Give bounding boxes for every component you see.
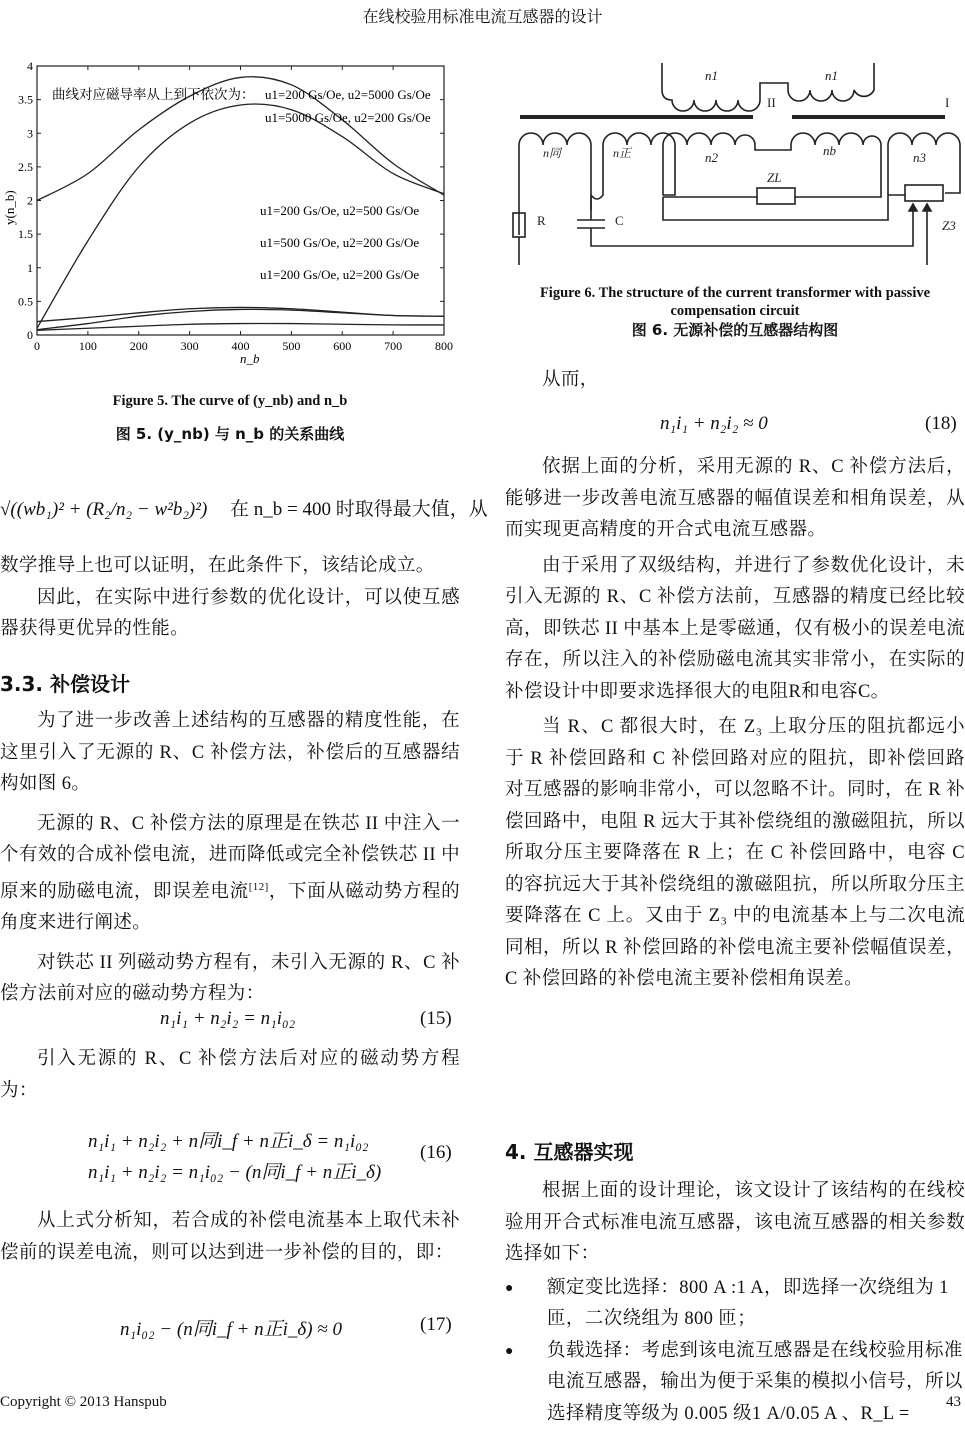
x-tick-label: 700 <box>384 339 402 353</box>
paragraph: 因此，在实际中进行参数的优化设计，可以使互感器获得更优异的性能。 <box>0 583 460 646</box>
x-tick-label: 0 <box>34 339 40 353</box>
load-impedance-ZL <box>757 188 795 204</box>
equation-number: (17) <box>420 1314 452 1336</box>
left-text-block-1 <box>0 551 460 646</box>
citation[interactable]: [12] <box>249 881 269 893</box>
equation-15: n₁i₁ + n₂i₂ = n₁i₀₂ <box>160 1008 295 1030</box>
x-tick-label: 400 <box>232 339 250 353</box>
sqrt-formula-line <box>0 494 460 521</box>
x-axis-label: n_b <box>240 351 260 366</box>
label-n3: n3 <box>913 150 927 165</box>
equation-17: n₁i₀₂ − (n同i_f + n正i_δ) ≈ 0 <box>120 1314 342 1341</box>
x-tick-label: 500 <box>282 339 300 353</box>
paragraph-text: 无源的 R、C 补偿方法的原理是在铁芯 II 中注入一个有效的合成补偿电流，进而降低或完全补偿铁芯 II 中原来的励磁电流，即误差电流 <box>0 814 460 902</box>
left-text-block-2 <box>0 706 460 1011</box>
figure6-circuit-diagram <box>505 55 965 265</box>
label-n1: n1 <box>825 68 838 83</box>
y-tick-label: 0 <box>27 328 33 342</box>
label-C: C <box>615 213 624 228</box>
legend-entry: u1=500 Gs/Oe, u2=200 Gs/Oe <box>260 235 419 250</box>
paragraph: 由于采用了双级结构，并进行了参数优化设计，未引入无源的 R、C 补偿方法前，互感器的精度已经比较高，即铁芯 II 中基本上是零磁通，仅有极小的误差电流存在，所以注入的补偿励磁电流其实非常小，在实际的补偿设计中即要求选择很大的电阻R和电容C。 <box>505 551 965 709</box>
sqrt-expression: √((wb₁)² + (R₂/n₂ − w²b₂)²) <box>0 499 207 520</box>
y-axis-label: y(n_b) <box>2 190 17 225</box>
impedance-Z3 <box>905 185 943 201</box>
paragraph: 依据上面的分析，采用无源的 R、C 补偿方法后，能够进一步改善电流互感器的幅值误差和相角误差，从而实现更高精度的开合式电流互感器。 <box>505 452 965 547</box>
paragraph: 从而， <box>505 365 965 397</box>
running-header: 在线校验用标准电流互感器的设计 <box>0 4 965 27</box>
left-text-block-4 <box>0 1206 460 1269</box>
paragraph: 当 R、C 都很大时，在 Z₃ 上取分压的阻抗都远小于 R 补偿回路和 C 补偿回路对应的阻抗，即补偿回路对互感器的影响非常小，可以忽略不计。同时，在 R 补偿回路中，电阻 R 远大于其补偿绕组的激磁阻抗，所以所取分压主要降落在 R 上；在 C 补偿回路中，电容 C 的容抗远大于其补偿绕组的激磁阻抗，所以所取分压主要降落在 C 上。又由于 Z₃ 中的电流基本上与二次电流同相，所以 R 补偿回路的补偿电流主要补偿幅值误差，C 补偿回路的补偿电流主要补偿相角误差。 <box>505 712 965 996</box>
label-ZL: ZL <box>767 170 781 185</box>
right-text-block-2 <box>505 452 965 996</box>
series-line <box>37 323 444 330</box>
x-tick-label: 800 <box>435 339 453 353</box>
paragraph <box>0 809 460 940</box>
page-number: 43 <box>946 1394 961 1411</box>
equation-16b: n₁i₁ + n₂i₂ = n₁i₀₂ − (n同i_f + n正i_δ) <box>88 1157 381 1184</box>
legend-title: 曲线对应磁导率从上到下依次为： <box>52 86 255 103</box>
paragraph: 为了进一步改善上述结构的互感器的精度性能，在这里引入了无源的 R、C 补偿方法，补偿后的互感器结构如图 6。 <box>0 706 460 801</box>
label-n-zheng: n正 <box>613 146 633 160</box>
series-line <box>37 309 444 329</box>
sqrt-tail-text: 在 n_b = 400 时取得最大值，从 <box>230 499 488 520</box>
bullet-icon: ● <box>505 1273 514 1305</box>
left-text-block-3 <box>0 1044 460 1107</box>
paragraph: 从上式分析知，若合成的补偿电流基本上取代未补偿前的误差电流，则可以达到进一步补偿的目的，即： <box>0 1206 460 1269</box>
label-core-I: I <box>945 95 949 110</box>
figure6-caption-en-1: Figure 6. The structure of the current transformer with passive <box>505 284 965 302</box>
footer-copyright: Copyright © 2013 Hanspub <box>0 1394 167 1411</box>
label-n-tong: n同 <box>543 146 563 160</box>
equation-number: (16) <box>420 1142 452 1164</box>
legend-entry: u1=200 Gs/Oe, u2=5000 Gs/Oe <box>265 87 431 102</box>
legend-entry: u1=200 Gs/Oe, u2=500 Gs/Oe <box>260 203 419 218</box>
plot-frame <box>37 66 444 335</box>
x-tick-label: 200 <box>130 339 148 353</box>
list-item <box>505 1336 965 1430</box>
list-item <box>505 1273 965 1336</box>
y-tick-label: 1.5 <box>18 227 33 241</box>
y-tick-label: 3 <box>27 126 33 140</box>
y-tick-label: 3.5 <box>18 93 33 107</box>
section-heading-3-3: 3.3. 补偿设计 <box>0 668 460 697</box>
paragraph: 根据上面的设计理论，该文设计了该结构的在线校验用开合式标准电流互感器，该电流互感器的相关参数选择如下： <box>505 1176 965 1271</box>
right-text-block-3 <box>505 1176 965 1430</box>
figure5-caption-cn: 图 5. (y_nb) 与 n_b 的关系曲线 <box>0 424 460 444</box>
label-n1: n1 <box>705 68 718 83</box>
figure5-chart <box>0 55 470 375</box>
figure5-caption-en: Figure 5. The curve of (y_nb) and n_b <box>0 392 460 410</box>
y-tick-label: 2 <box>27 194 33 208</box>
label-nb: nb <box>823 143 837 158</box>
label-n2: n2 <box>705 150 719 165</box>
list-item-text: 额定变比选择：800 A :1 A，即选择一次绕组为 1 匝，二次绕组为 800 匝； <box>547 1273 965 1336</box>
legend-entry: u1=5000 Gs/Oe, u2=200 Gs/Oe <box>265 110 431 125</box>
equation-number: (18) <box>925 413 957 435</box>
paragraph: 引入无源的 R、C 补偿方法后对应的磁动势方程为： <box>0 1044 460 1107</box>
paragraph: 对铁芯 II 列磁动势方程有，未引入无源的 R、C 补偿方法前对应的磁动势方程为： <box>0 948 460 1011</box>
label-core-II: II <box>767 95 776 110</box>
legend-entry: u1=200 Gs/Oe, u2=200 Gs/Oe <box>260 267 419 282</box>
label-R: R <box>537 213 546 228</box>
equation-16a: n₁i₁ + n₂i₂ + n同i_f + n正i_δ = n₁i₀₂ <box>88 1126 369 1153</box>
y-tick-label: 0.5 <box>18 294 33 308</box>
x-tick-label: 300 <box>181 339 199 353</box>
paragraph-text: ，下面从磁动势方程的角度来进行阐述。 <box>0 882 460 934</box>
bullet-icon: ● <box>505 1336 514 1368</box>
figure6-caption-cn: 图 6. 无源补偿的互感器结构图 <box>505 320 965 340</box>
y-tick-label: 4 <box>27 59 33 73</box>
x-tick-label: 600 <box>333 339 351 353</box>
x-tick-label: 100 <box>79 339 97 353</box>
paragraph: 数学推导上也可以证明，在此条件下，该结论成立。 <box>0 551 460 583</box>
label-Z3: Z3 <box>942 218 956 233</box>
figure6-caption-en-2: compensation circuit <box>505 302 965 320</box>
y-tick-label: 1 <box>27 261 33 275</box>
equation-number: (15) <box>420 1008 452 1030</box>
right-text-block-1 <box>505 365 965 397</box>
equation-18: n₁i₁ + n₂i₂ ≈ 0 <box>660 413 768 435</box>
list-item-text: 负载选择：考虑到该电流互感器是在线校验用标准电流互感器，输出为便于采集的模拟小信号，所以选择精度等级为 0.005 级1 A/0.05 A 、R_L = <box>547 1336 965 1430</box>
section-heading-4: 4. 互感器实现 <box>505 1136 965 1165</box>
y-tick-label: 2.5 <box>18 160 33 174</box>
